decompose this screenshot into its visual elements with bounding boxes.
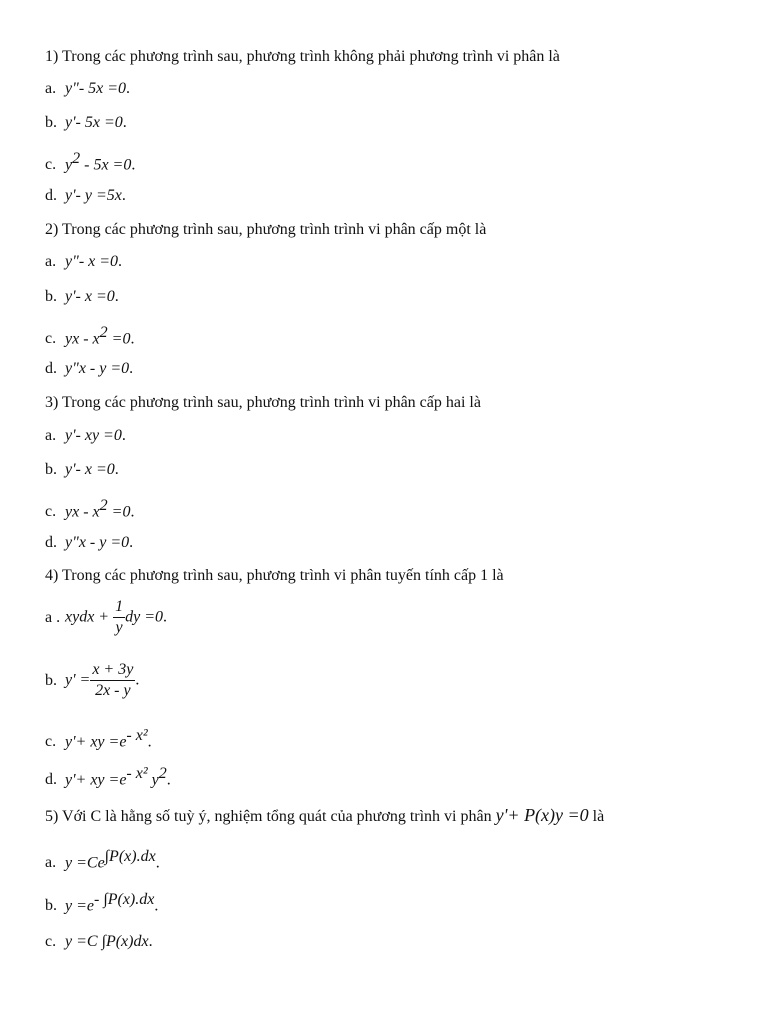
q4-option-d: d. y'+ xy $=e^{- x^2}$ $y^2$. [45, 765, 171, 789]
question-3: 3) Trong các phương trình sau, phương trình trình vi phân cấp hai là [45, 394, 481, 411]
q3-option-a: a. y'- xy =0. [45, 427, 126, 444]
q3-option-c: c. yx - $x^2 =0$. [45, 497, 135, 521]
q2-option-d: d. y"x - y =0. [45, 360, 134, 377]
q1-option-a: a. y"- 5x =0. [45, 80, 131, 97]
q4-option-a: a . xydx + $\frac{1}{y}$ dy =0. [45, 598, 168, 636]
fraction: $\frac{1}{y}$ [115, 598, 124, 636]
fraction: $\frac{x + 3y}{2x - y}$ [92, 661, 134, 699]
question-4: 4) Trong các phương trình sau, phương trình vi phân tuyến tính cấp 1 là [45, 567, 504, 584]
question-1: 1) Trong các phương trình sau, phương trình không phải phương trình vi phân là [45, 48, 560, 65]
q1-option-b: b. y'- 5x =0. [45, 114, 127, 131]
q3-option-d: d. y"x - y =0. [45, 534, 134, 551]
question-5: 5) Với C là hằng số tuỳ ý, nghiệm tổng quát của phương trình vi phân y'+ P(x)y =0 là [45, 805, 605, 825]
q1-option-d: d. y'- y =5x. [45, 187, 126, 204]
q3-option-b: b. y'- x =0. [45, 461, 119, 478]
q4-option-b: b. y' = $\frac{x + 3y}{2x - y}$ . [45, 661, 140, 699]
inline-equation: y'+ P(x)y =0 [495, 805, 589, 825]
question-2: 2) Trong các phương trình sau, phương trình trình vi phân cấp một là [45, 221, 487, 238]
q5-option-a: a. $y =Ce^{\int P(x).dx}$. [45, 848, 160, 872]
q5-option-b: b. $y =e^{- \int P(x).dx}$. [45, 891, 159, 915]
q5-option-c: c. y =C ∫P(x)dx. [45, 933, 153, 950]
q2-option-a: a. y"- x =0. [45, 253, 123, 270]
q4-option-c: c. y'+ xy $=e^{- x^2}$. [45, 727, 152, 751]
q1-option-c: c. $y^2 - 5x =0$. [45, 150, 136, 174]
q2-option-b: b. y'- x =0. [45, 288, 119, 305]
q2-option-c: c. yx - $x^2 =0$. [45, 324, 135, 348]
